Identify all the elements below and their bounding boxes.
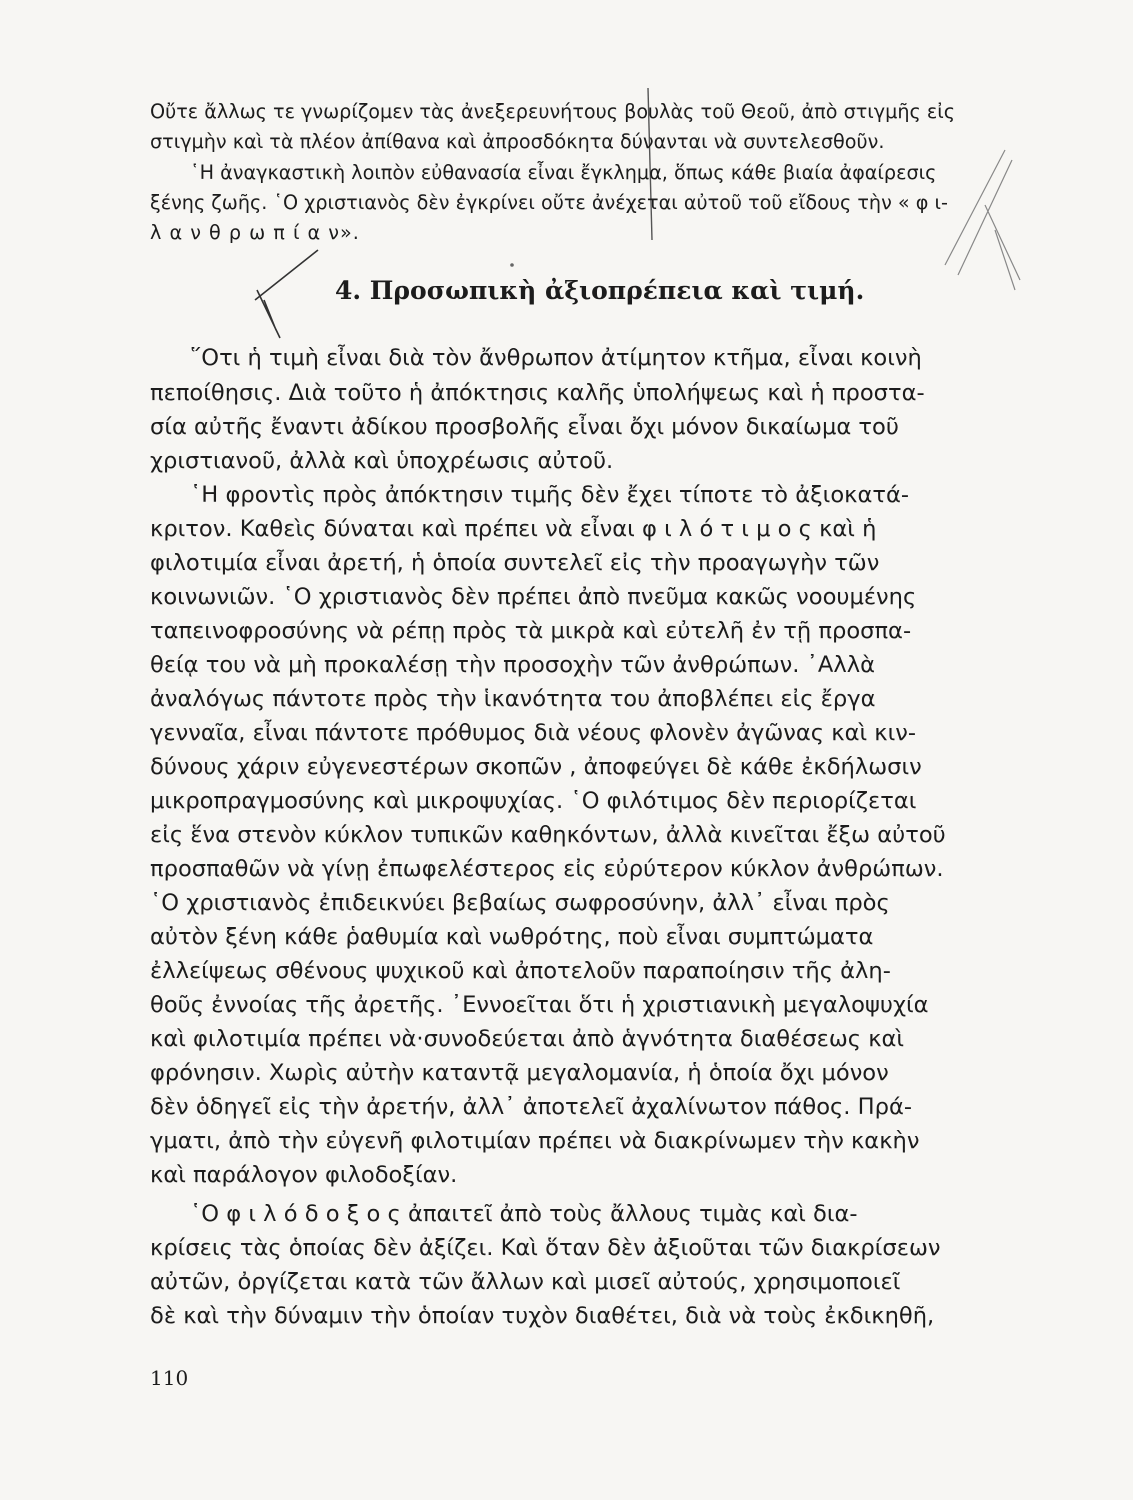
body-line-10: θείᾳ του νὰ μὴ προκαλέσῃ τὴν προσοχὴν τῶν ἀνθρώπων. ᾿Αλλὰ	[150, 652, 876, 678]
dot-mark	[510, 263, 514, 267]
body-line-20: θοῦς ἐννοίας τῆς ἀρετῆς. ᾿Εννοεῖται ὅτι ἡ χριστιανικὴ μεγαλοψυχία	[150, 992, 929, 1018]
body-line-26: ῾Ο φ ι λ ό δ ο ξ ο ς ἀπαιτεῖ ἀπὸ τοὺς ἄλλους τιμὰς καὶ δια-	[190, 1201, 858, 1227]
body-line-14: μικροπραγμοσύνης καὶ μικροψυχίας. ῾Ο φιλότιμος δὲν περιορίζεται	[150, 788, 917, 814]
body-line-2: πεποίθησις. Διὰ τοῦτο ἡ ἀπόκτησις καλῆς ὑπολήψεως καὶ ἡ προστα-	[150, 380, 925, 406]
body-line-29: δὲ καὶ τὴν δύναμιν τὴν ὁποίαν τυχὸν διαθέτει, διὰ νὰ τοὺς ἐκδικηθῆ,	[150, 1303, 935, 1329]
body-line-15: εἰς ἕνα στενὸν κύκλον τυπικῶν καθηκόντων, ἀλλὰ κινεῖται ἔξω αὐτοῦ	[150, 822, 946, 848]
body-line-12: γενναῖα, εἶναι πάντοτε πρόθυμος διὰ νέους φλονὲν ἀγῶνας καὶ κιν-	[150, 720, 917, 746]
intro-line-3: ῾Η ἀναγκαστικὴ λοιπὸν εὐθανασία εἶναι ἔγκλημα, ὅπως κάθε βιαία ἀφαίρεσις	[190, 161, 937, 184]
body-line-7: φιλοτιμία εἶναι ἀρετή, ἡ ὁποία συντελεῖ εἰς τὴν προαγωγὴν τῶν	[150, 550, 880, 576]
body-line-25: καὶ παράλογον φιλοδοξίαν.	[150, 1162, 458, 1188]
body-line-17: ῾Ο χριστιανὸς ἐπιδεικνύει βεβαίως σωφροσύνην, ἀλλ᾿ εἶναι πρὸς	[150, 890, 890, 916]
intro-line-4: ξένης ζωῆς. ῾Ο χριστιανὸς δὲν ἐγκρίνει οὔτε ἀνέχεται αὐτοῦ τοῦ εἴδους τὴν « φ ι-	[150, 191, 948, 214]
section-title: 4. Προσωπικὴ ἀξιοπρέπεια καὶ τιμή.	[335, 276, 865, 305]
body-line-5: ῾Η φροντὶς πρὸς ἀπόκτησιν τιμῆς δὲν ἔχει τίποτε τὸ ἀξιοκατά-	[190, 482, 910, 508]
cross-mark	[255, 250, 318, 338]
body-line-3: σία αὐτῆς ἔναντι ἀδίκου προσβολῆς εἶναι ὄχι μόνον δικαίωμα τοῦ	[150, 414, 899, 440]
body-line-22: φρόνησιν. Χωρὶς αὐτὴν καταντᾷ μεγαλομανία, ἡ ὁποία ὄχι μόνον	[150, 1060, 889, 1086]
page-number: 110	[150, 1366, 189, 1390]
body-line-4: χριστιανοῦ, ἀλλὰ καὶ ὑποχρέωσις αὐτοῦ.	[150, 448, 614, 474]
margin-scribble-mark	[945, 150, 1020, 290]
body-line-6: κριτον. Καθεὶς δύναται καὶ πρέπει νὰ εἶναι φ ι λ ό τ ι μ ο ς καὶ ἡ	[150, 516, 877, 542]
body-line-18: αὐτὸν ξένη κάθε ῥαθυμία καὶ νωθρότης, ποὺ εἶναι συμπτώματα	[150, 924, 874, 950]
intro-line-2: στιγμὴν καὶ τὰ πλέον ἀπίθανα καὶ ἀπροσδόκητα δύνανται νὰ συντελεσθοῦν.	[150, 130, 885, 153]
body-line-23: δὲν ὁδηγεῖ εἰς τὴν ἀρετήν, ἀλλ᾿ ἀποτελεῖ ἀχαλίνωτον πάθος. Πρά-	[150, 1094, 913, 1120]
body-line-19: ἐλλείψεως σθένους ψυχικοῦ καὶ ἀποτελοῦν παραποίησιν τῆς ἀλη-	[150, 958, 891, 984]
intro-line-1: Οὔτε ἄλλως τε γνωρίζομεν τὰς ἀνεξερευνήτους βουλὰς τοῦ Θεοῦ, ἀπὸ στιγμῆς εἰς	[150, 100, 955, 123]
body-line-11: ἀναλόγως πάντοτε πρὸς τὴν ἱκανότητα του ἀποβλέπει εἰς ἔργα	[150, 686, 876, 712]
body-line-21: καὶ φιλοτιμία πρέπει νὰ·συνοδεύεται ἀπὸ ἁγνότητα διαθέσεως καὶ	[150, 1026, 905, 1052]
body-line-8: κοινωνιῶν. ῾Ο χριστιανὸς δὲν πρέπει ἀπὸ πνεῦμα κακῶς νοουμένης	[150, 584, 917, 610]
body-line-16: προσπαθῶν νὰ γίνῃ ἐπωφελέστερος εἰς εὐρύτερον κύκλον ἀνθρώπων.	[150, 856, 944, 882]
body-line-28: αὐτῶν, ὀργίζεται κατὰ τῶν ἄλλων καὶ μισεῖ αὐτούς, χρησιμοποιεῖ	[150, 1269, 901, 1295]
body-line-24: γματι, ἀπὸ τὴν εὐγενῆ φιλοτιμίαν πρέπει νὰ διακρίνωμεν τὴν κακὴν	[150, 1128, 920, 1154]
body-line-13: δύνους χάριν εὐγενεστέρων σκοπῶν , ἀποφεύγει δὲ κάθε ἐκδήλωσιν	[150, 754, 922, 780]
body-line-27: κρίσεις τὰς ὁποίας δὲν ἀξίζει. Καὶ ὅταν δὲν ἀξιοῦται τῶν διακρίσεων	[150, 1235, 941, 1261]
intro-line-5: λ α ν θ ρ ω π ί α ν».	[150, 221, 360, 244]
body-line-9: ταπεινοφροσύνης νὰ ρέπῃ πρὸς τὰ μικρὰ καὶ εὐτελῆ ἐν τῇ προσπα-	[150, 618, 912, 644]
body-line-1: ῞Οτι ἡ τιμὴ εἶναι διὰ τὸν ἄνθρωπον ἀτίμητον κτῆμα, εἶναι κοινὴ	[190, 345, 922, 371]
